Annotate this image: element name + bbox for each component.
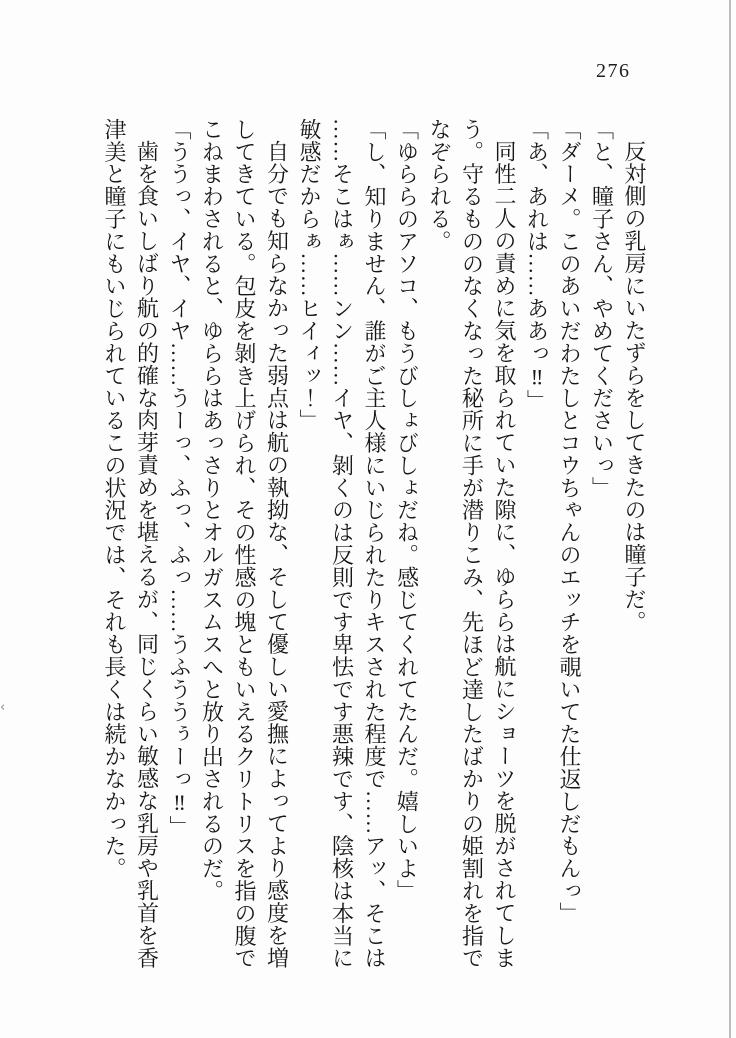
text-column: 「し、知りません、誰がご主人様にいじられたりキスされた程度で……アッ、そこは <box>362 118 387 970</box>
text-column: 「ゆららのアソコ、もうびしょびしょだね。感じてくれてたんだ。嬉しいよ」 <box>394 118 420 902</box>
text-column: してきている。包皮を剝き上げられ、その性感の塊ともいえるクリトリスを指の腹で <box>232 118 257 970</box>
page-number: 276 <box>596 60 631 82</box>
text-column: 敏感だからぁ……ヒイィッ！」 <box>297 118 322 432</box>
text-column: 「ううっ、イヤ、イヤ……うーっ、ふっ、ふっ……うふううぅーっ‼」 <box>167 118 192 838</box>
left-edge-scan-artifact: ‹ <box>0 700 6 715</box>
text-column: 「と、瞳子さん、やめてくださいっ」 <box>589 118 615 499</box>
text-column: なぞられる。 <box>427 118 452 253</box>
text-column: 津美と瞳子にもいじられているこの状況では、それも長くは続かなかった。 <box>102 118 127 880</box>
page-edge-scan-line <box>729 0 731 1038</box>
text-column: 反対側の乳房にいたずらをしてきたのは瞳子だ。 <box>622 140 647 633</box>
text-column: 歯を食いしばり航の的確な肉芽責めを堪えるが、同じくらい敏感な乳房や乳首を香 <box>134 140 160 969</box>
text-column: 自分でも知らなかった弱点は航の執拗な、そして優しい愛撫によってより感度を増 <box>264 140 290 969</box>
text-column: ……そこはぁ……ンン……イヤ、剝くのは反則です卑怯です悪辣です、陰核は本当に <box>329 118 355 970</box>
text-column: 「ダーメ。このあいだわたしとコウちゃんのエッチを覗いてた仕返しだもんっ」 <box>557 118 582 925</box>
text-block <box>96 118 650 970</box>
text-column: う。守るもののなくなった秘所に手が潜りこみ、先ほど達したばかりの姫割れを指で <box>459 118 485 970</box>
text-column: 同性二人の責めに気を取られていた隙に、ゆららは航にショーツを脱がされてしま <box>492 140 517 969</box>
text-column: 「あ、あれは……ああっ‼」 <box>524 118 550 413</box>
text-column: こねまわされると、ゆららはあっさりとオルガスムスへと放り出されるのだ。 <box>199 118 225 902</box>
